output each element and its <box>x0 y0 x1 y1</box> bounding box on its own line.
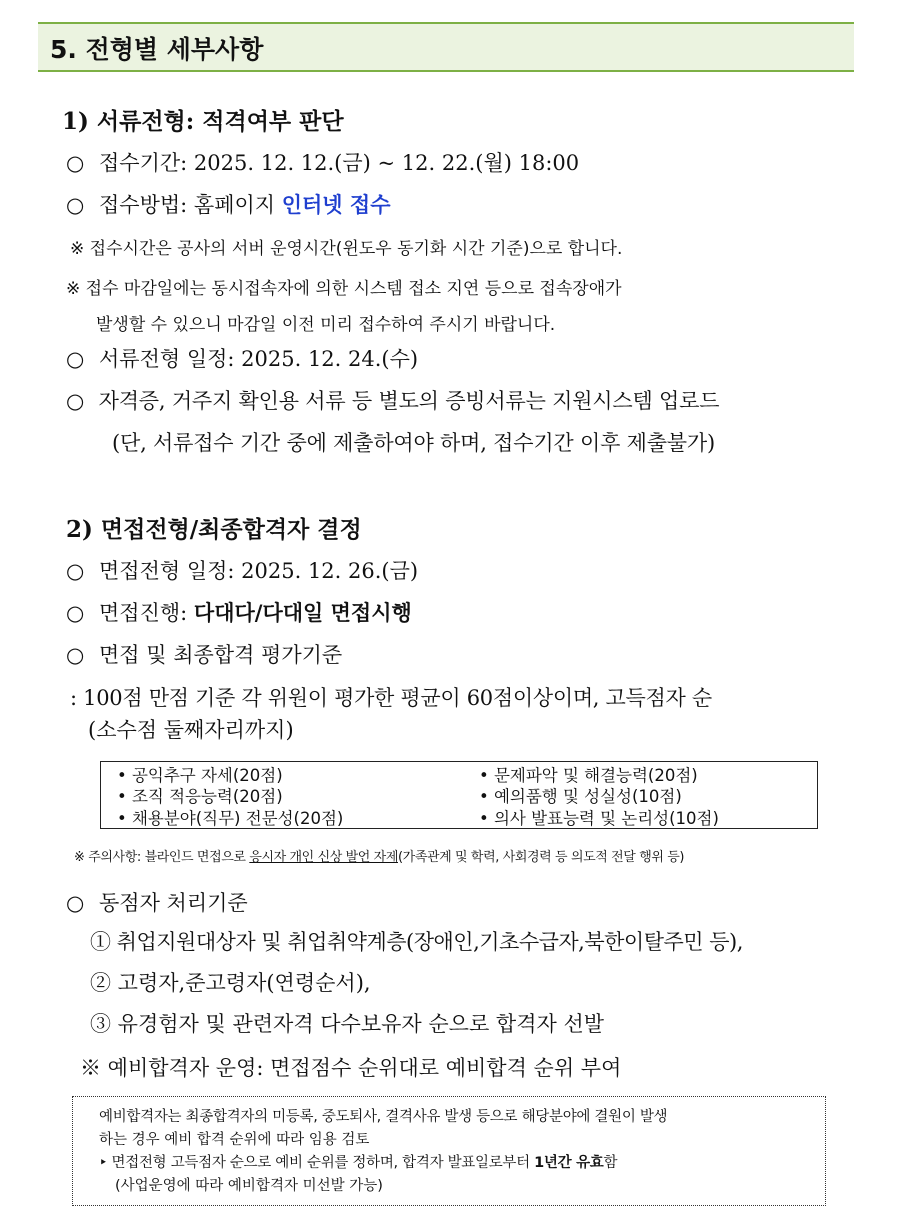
reserve-line-1: 예비합격자는 최종합격자의 미등록, 중도퇴사, 결격사유 발생 등으로 해당분야에 결원이 발생 <box>99 1109 668 1125</box>
reserve-line-3-suffix: 함 <box>603 1155 618 1171</box>
criteria-title <box>66 639 342 669</box>
section-title-bar <box>38 22 854 72</box>
receipt-method-label: 접수방법: 홈페이지 <box>99 193 282 217</box>
bullet-circle: ○ <box>66 347 85 371</box>
criteria-item: • 문제파악 및 해결능력(20점) <box>479 766 698 785</box>
receipt-period <box>66 147 579 177</box>
interview-progress-value: 다대다/다대일 면접시행 <box>193 601 412 625</box>
tie-rule-2: ② 고령자,준고령자(연령순서), <box>90 971 371 995</box>
interview-progress-label: 면접진행: <box>99 601 194 625</box>
reserve-line-3-prefix: ‣ 면접전형 고득점자 순으로 예비 순위를 정하며, 합격자 발표일로부터 <box>99 1155 535 1171</box>
receipt-method <box>66 189 390 219</box>
upload-line-1-text: 자격증, 거주지 확인용 서류 등 별도의 증빙서류는 지원시스템 업로드 <box>98 389 720 413</box>
bullet-circle: ○ <box>66 193 85 217</box>
congestion-note-1: ※ 접수 마감일에는 동시접속자에 의한 시스템 접소 지연 등으로 접속장애가 <box>66 279 622 299</box>
receipt-period-label: 접수기간: <box>99 151 194 175</box>
reserve-line-4: (사업운영에 따라 예비합격자 미선발 가능) <box>115 1178 383 1194</box>
tie-title <box>66 887 248 917</box>
tie-rule-3: ③ 유경험자 및 관련자격 다수보유자 순으로 합격자 선발 <box>90 1012 605 1036</box>
bullet-circle: ○ <box>66 151 85 175</box>
criteria-item: • 의사 발표능력 및 논리성(10점) <box>479 809 719 828</box>
upload-line-2: (단, 서류접수 기간 중에 제출하여야 하며, 접수기간 이후 제출불가) <box>112 431 715 455</box>
bullet-circle: ○ <box>66 389 85 413</box>
interview-progress <box>66 597 412 627</box>
upload-line-1 <box>66 385 719 415</box>
doc-schedule-text: 서류전형 일정: 2025. 12. 24.(수) <box>99 347 419 371</box>
criteria-desc-2: (소수점 둘째자리까지) <box>88 718 294 742</box>
server-time-note: ※ 접수시간은 공사의 서버 운영시간(윈도우 동기화 시간 기준)으로 합니다. <box>70 239 623 259</box>
criteria-item: • 채용분야(직무) 전문성(20점) <box>117 809 344 828</box>
criteria-item: • 예의품행 및 성실성(10점) <box>479 787 682 806</box>
bullet-circle: ○ <box>66 559 85 583</box>
tie-title-text: 동점자 처리기준 <box>99 891 248 915</box>
criteria-desc-1: : 100점 만점 기준 각 위원이 평가한 평균이 60점이상이며, 고득점자 순 <box>70 686 712 710</box>
tie-rule-1: ① 취업지원대상자 및 취업취약계층(장애인,기초수급자,북한이탈주민 등), <box>90 930 743 954</box>
bullet-circle: ○ <box>66 891 85 915</box>
receipt-method-highlight: 인터넷 접수 <box>281 193 391 217</box>
caution-underlined: 응시자 개인 신상 발언 자제 <box>249 850 398 865</box>
reserve-heading: ※ 예비합격자 운영: 면접점수 순위대로 예비합격 순위 부여 <box>80 1056 622 1080</box>
criteria-box <box>100 761 818 829</box>
congestion-note-2: 발생할 수 있으니 마감일 이전 미리 접수하여 주시기 바랍니다. <box>96 315 556 335</box>
section1-heading: 1) 서류전형: 적격여부 판단 <box>62 108 344 135</box>
caution-note <box>74 846 684 865</box>
interview-schedule-text: 면접전형 일정: 2025. 12. 26.(금) <box>99 559 419 583</box>
criteria-title-text: 면접 및 최종합격 평가기준 <box>99 643 343 667</box>
page-title: 5. 전형별 세부사항 <box>50 35 264 64</box>
doc-schedule <box>66 343 418 373</box>
caution-suffix: (가족관계 및 학력, 사회경력 등 의도적 전달 행위 등) <box>397 850 685 865</box>
interview-schedule <box>66 555 418 585</box>
reserve-line-3 <box>99 1151 617 1172</box>
bullet-circle: ○ <box>66 601 85 625</box>
receipt-period-value: 2025. 12. 12.(금) ~ 12. 22.(월) 18:00 <box>193 151 580 175</box>
criteria-item: • 조직 적응능력(20점) <box>117 787 283 806</box>
reserve-info-box <box>72 1096 826 1206</box>
caution-prefix: ※ 주의사항: 블라인드 면접으로 <box>74 850 250 865</box>
section2-heading: 2) 면접전형/최종합격자 결정 <box>66 516 362 543</box>
reserve-line-3-bold: 1년간 유효 <box>534 1155 604 1171</box>
bullet-circle: ○ <box>66 643 85 667</box>
criteria-item: • 공익추구 자세(20점) <box>117 766 283 785</box>
reserve-line-2: 하는 경우 예비 합격 순위에 따라 임용 검토 <box>99 1132 370 1148</box>
